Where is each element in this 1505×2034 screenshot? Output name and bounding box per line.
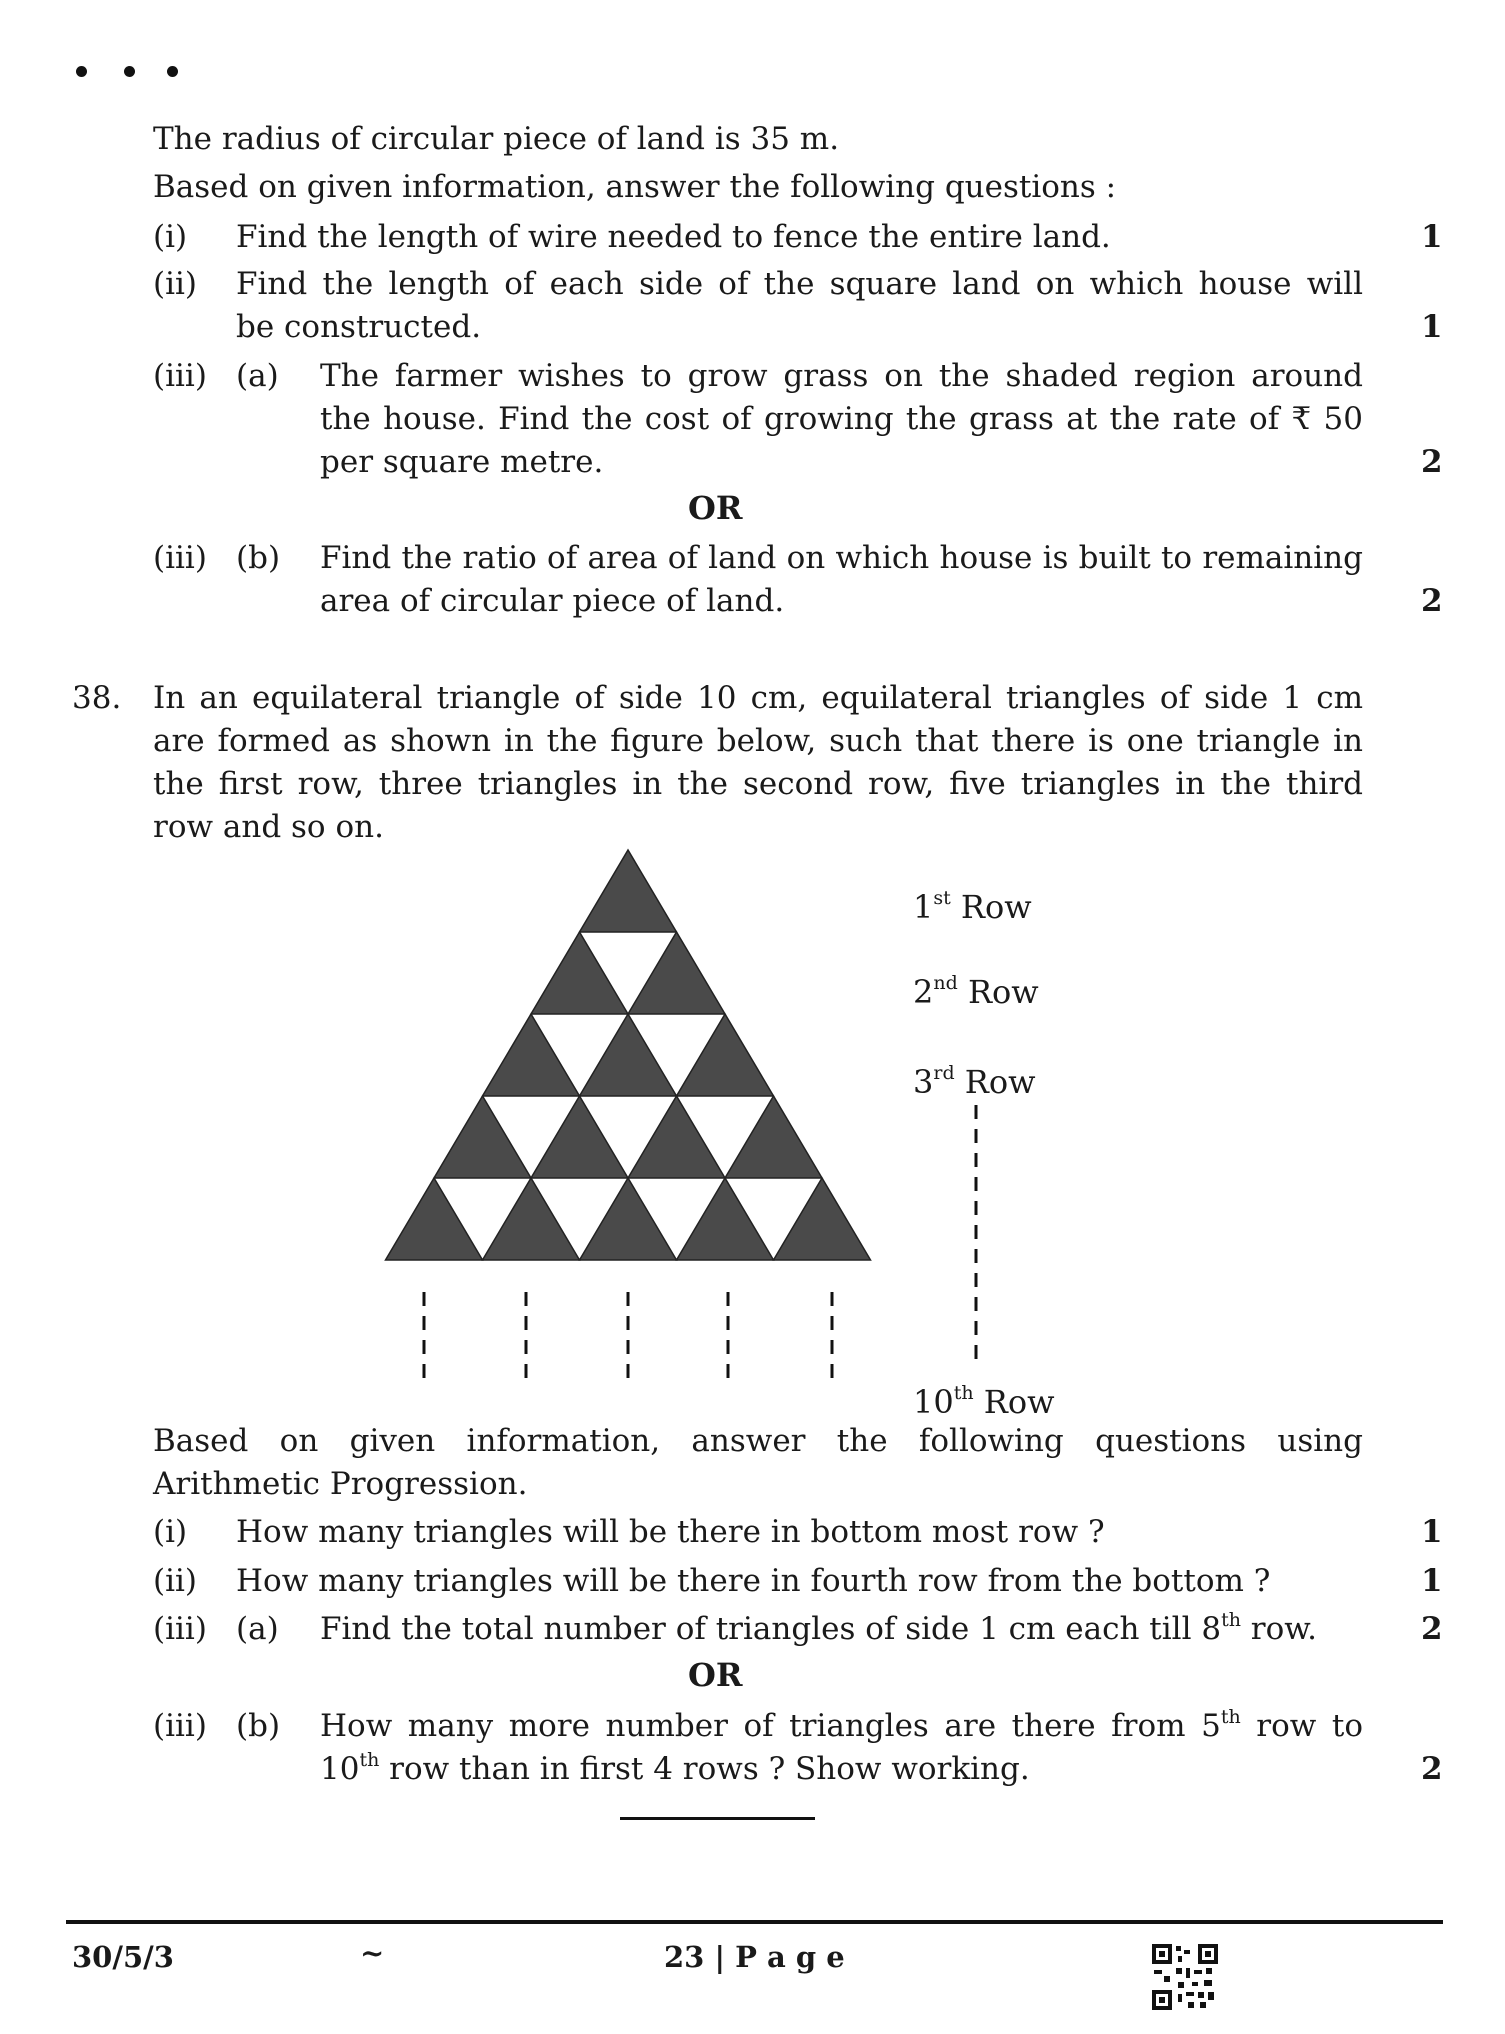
shaded-triangle: [774, 1178, 871, 1260]
q38-i-text: How many triangles will be there in bottom most row ?: [236, 1514, 1105, 1550]
footer-tilde: ~: [360, 1936, 385, 1970]
row-continuation-dashes: [970, 1105, 982, 1365]
q37-iiia-line2: the house. Find the cost of growing the grass at the rate of ₹ 50: [320, 401, 1363, 437]
q37-ii-line2: be constructed.: [236, 309, 482, 345]
row-label-1: 1st Row: [913, 887, 1032, 926]
q37-iiib-marks: 2: [1421, 583, 1443, 619]
q37-ii-line1: Find the length of each side of the square land on which house will: [236, 266, 1363, 302]
shaded-triangle: [580, 1014, 677, 1096]
header-dot: [124, 66, 135, 77]
q38-iii-number: (iii): [153, 1611, 207, 1647]
header-dot: [167, 66, 178, 77]
qr-code-icon: [1150, 1942, 1220, 2012]
shaded-triangle: [725, 1096, 822, 1178]
q38-line3: the first row, three triangles in the second row, five triangles in the third: [153, 766, 1363, 802]
q38-iiib-marks: 2: [1421, 1751, 1443, 1787]
q37-iiia-marks: 2: [1421, 444, 1443, 480]
shaded-triangle: [434, 1096, 531, 1178]
q38-iiib-number: (iii): [153, 1708, 207, 1744]
row-label-2: 2nd Row: [913, 972, 1039, 1011]
row-label-3: 3rd Row: [913, 1062, 1036, 1101]
q38-line2: are formed as shown in the figure below, such that there is one triangle in: [153, 723, 1363, 759]
q38-i-number: (i): [153, 1514, 188, 1550]
q38-or: OR: [688, 1656, 743, 1694]
shaded-triangle: [386, 1178, 483, 1260]
q37-i-number: (i): [153, 219, 188, 255]
q38-iiib-line2: 10th row than in first 4 rows ? Show working.: [320, 1748, 1030, 1787]
q38-ii-text: How many triangles will be there in fourth row from the bottom ?: [236, 1563, 1271, 1599]
q38-prompt-line2: Arithmetic Progression.: [153, 1466, 528, 1502]
q38-line1: In an equilateral triangle of side 10 cm, equilateral triangles of side 1 cm: [153, 680, 1363, 716]
q38-iiia-sub: (a): [236, 1611, 279, 1647]
q38-iiib-sub: (b): [236, 1708, 281, 1744]
footer-rule: [66, 1920, 1443, 1924]
shaded-triangle: [531, 1096, 628, 1178]
q37-iiia-sub: (a): [236, 358, 279, 394]
q37-iiib-number: (iii): [153, 540, 207, 576]
q37-iii-number: (iii): [153, 358, 207, 394]
shaded-triangle: [677, 1178, 774, 1260]
q38-prompt-line1: Based on given information, answer the following questions using: [153, 1423, 1363, 1459]
footer-page-number: 23 | P a g e: [664, 1940, 845, 1974]
shaded-triangle: [628, 932, 725, 1014]
q37-iiia-line1: The farmer wishes to grow grass on the shaded region around: [320, 358, 1363, 394]
q37-iiia-line3: per square metre.: [320, 444, 604, 480]
q37-intro: The radius of circular piece of land is 35 m.: [153, 121, 840, 157]
q37-i-text: Find the length of wire needed to fence the entire land.: [236, 219, 1111, 255]
shaded-triangle: [483, 1178, 580, 1260]
footer-paper-code: 30/5/3: [72, 1940, 174, 1974]
triangle-grid: [386, 850, 871, 1260]
q37-iiib-line2: area of circular piece of land.: [320, 583, 785, 619]
q37-ii-marks: 1: [1421, 309, 1443, 345]
triangle-rows-figure: [360, 845, 900, 1390]
q37-or: OR: [688, 489, 743, 527]
header-dot: [76, 66, 87, 77]
q38-ii-marks: 1: [1421, 1563, 1443, 1599]
row-label-10: 10th Row: [913, 1382, 1055, 1421]
shaded-triangle: [580, 850, 677, 932]
end-rule: [620, 1817, 815, 1820]
q37-prompt: Based on given information, answer the following questions :: [153, 169, 1117, 205]
shaded-triangle: [677, 1014, 774, 1096]
q38-i-marks: 1: [1421, 1514, 1443, 1550]
q37-i-marks: 1: [1421, 219, 1443, 255]
shaded-triangle: [531, 932, 628, 1014]
q38-number: 38.: [72, 680, 122, 716]
q37-iiib-line1: Find the ratio of area of land on which house is built to remaining: [320, 540, 1363, 576]
shaded-triangle: [628, 1096, 725, 1178]
q38-line4: row and so on.: [153, 809, 384, 845]
q37-ii-number: (ii): [153, 266, 198, 302]
q37-iiib-sub: (b): [236, 540, 281, 576]
shaded-triangle: [483, 1014, 580, 1096]
q38-iiia-marks: 2: [1421, 1611, 1443, 1647]
q38-iiib-line1: How many more number of triangles are there from 5th row to: [320, 1705, 1363, 1744]
shaded-triangle: [580, 1178, 677, 1260]
continuation-dashes: [424, 1292, 832, 1378]
q38-ii-number: (ii): [153, 1563, 198, 1599]
q38-iiia-text: Find the total number of triangles of side 1 cm each till 8th row.: [320, 1608, 1317, 1647]
